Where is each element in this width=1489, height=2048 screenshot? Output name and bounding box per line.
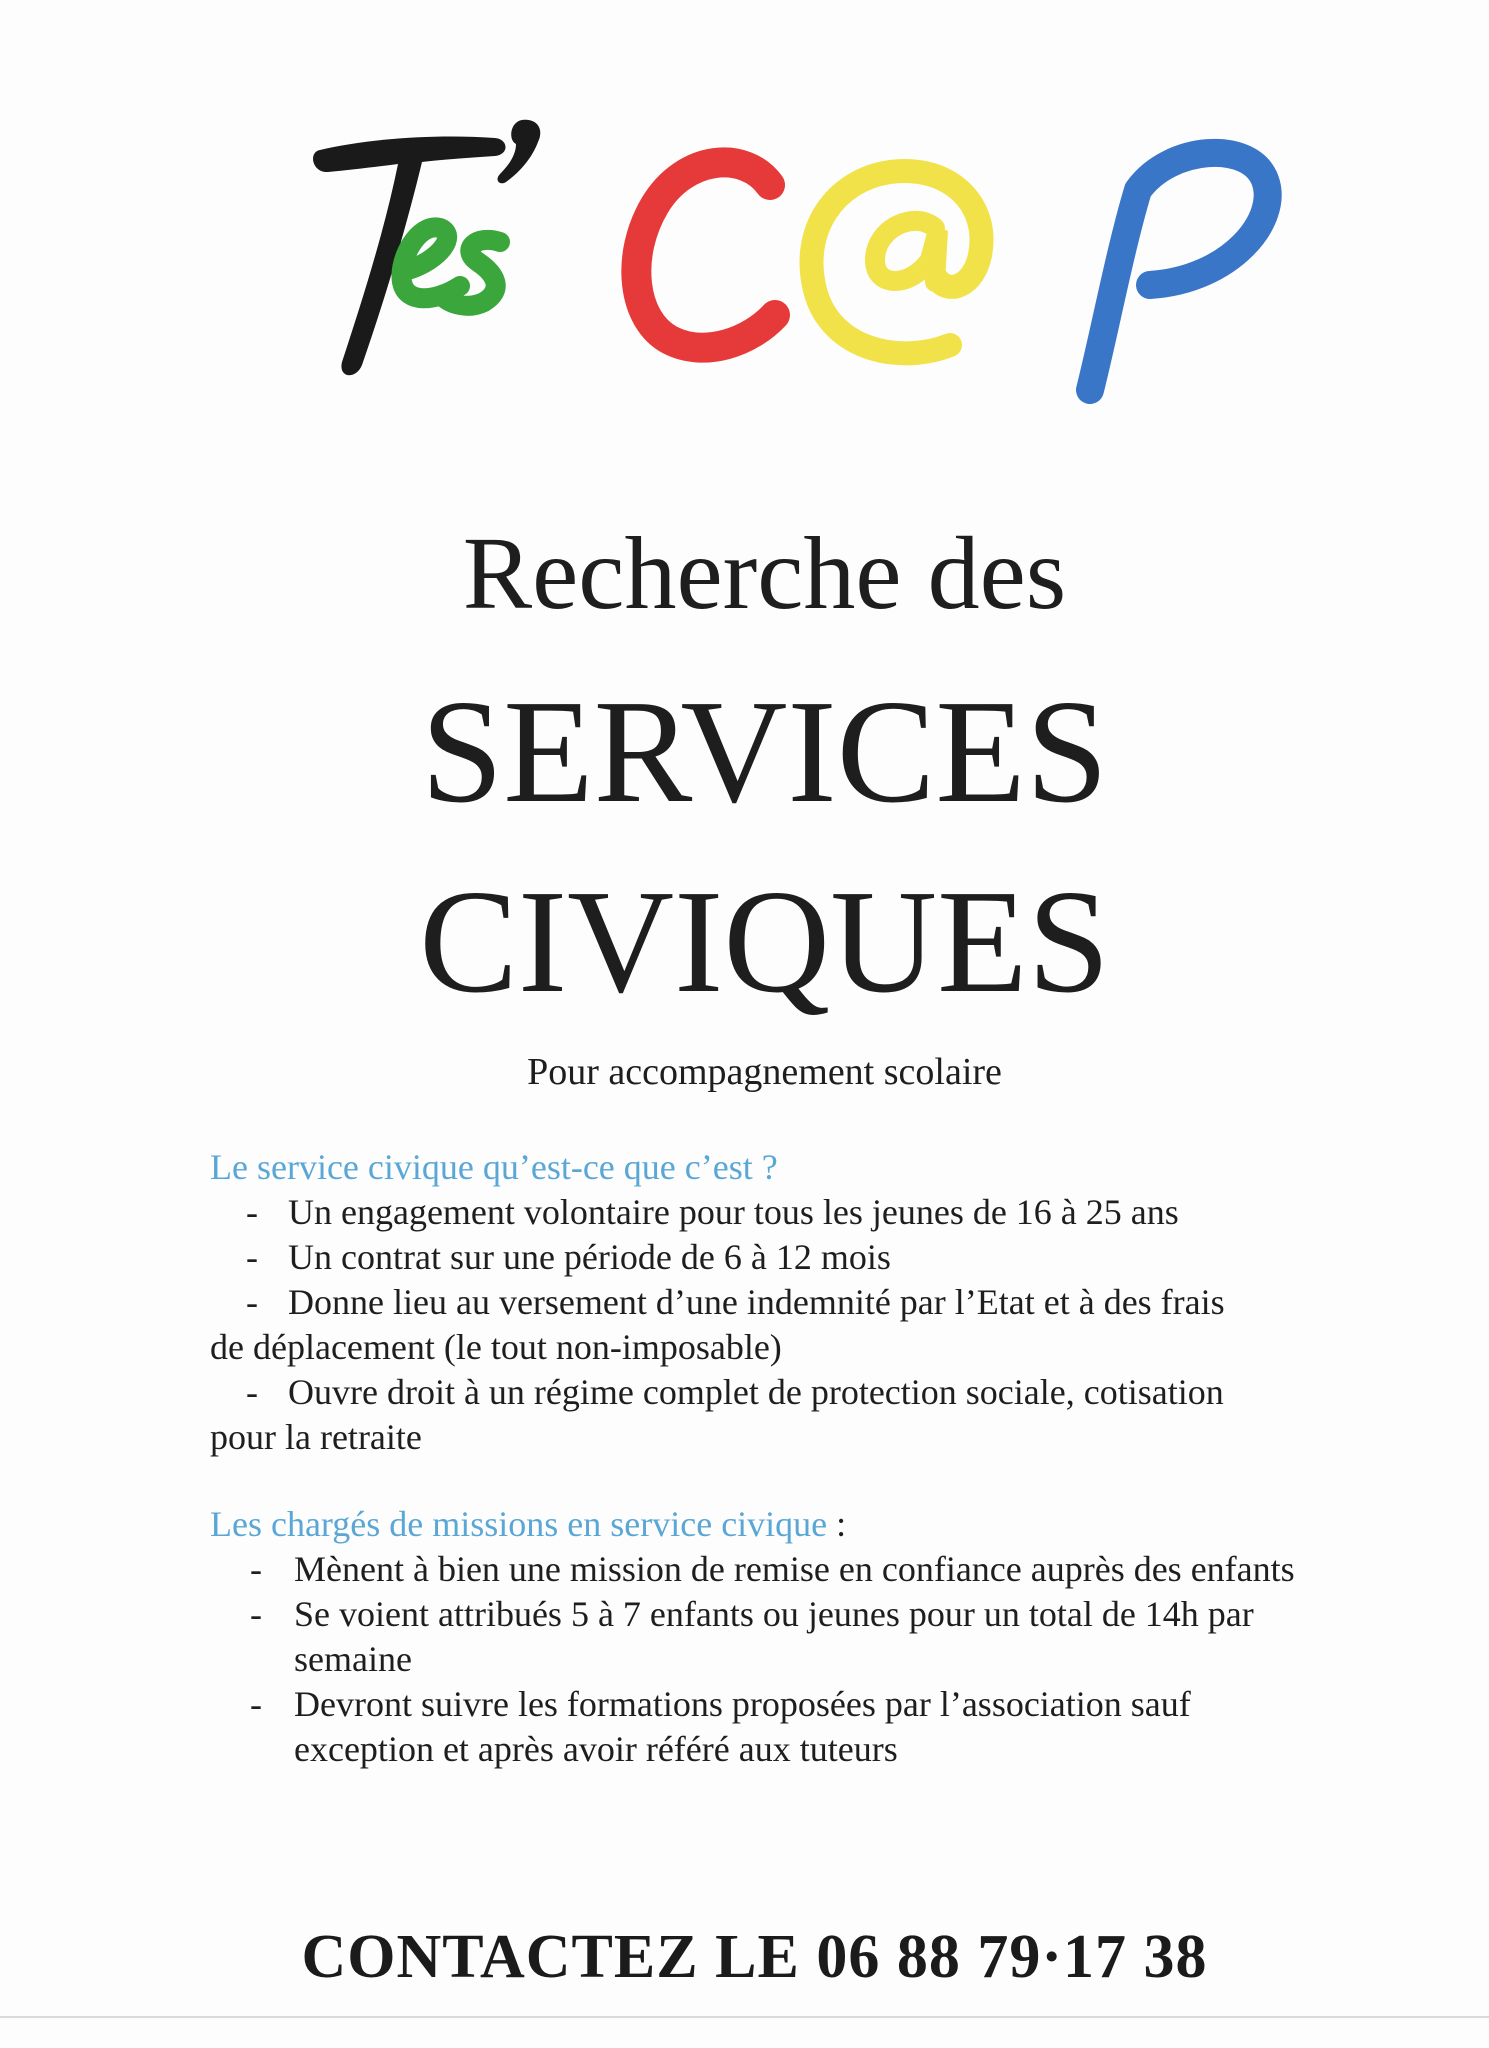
bullet-dash: - <box>246 1372 258 1412</box>
list-item-text: Devront suivre les formations proposées par l’association sauf exception et après avoir référé aux tuteurs <box>294 1684 1191 1769</box>
list-item-text: Ouvre droit à un régime complet de protection sociale, cotisation <box>288 1372 1224 1412</box>
section2-heading <box>210 1502 1320 1547</box>
bullet-dash: - <box>250 1549 262 1589</box>
section2-heading-text: Les chargés de missions en service civique <box>210 1504 828 1544</box>
list-item-text: Un engagement volontaire pour tous les jeunes de 16 à 25 ans <box>288 1192 1179 1232</box>
logo-at <box>812 171 982 353</box>
list-item-text: Un contrat sur une période de 6 à 12 mois <box>288 1237 891 1277</box>
section-charges-de-missions <box>210 1502 1320 1772</box>
list-item-continuation: pour la retraite <box>210 1417 422 1457</box>
list-item-text: Mènent à bien une mission de remise en confiance auprès des enfants <box>294 1549 1295 1589</box>
list-item <box>210 1592 1320 1682</box>
list-item-continuation: de déplacement (le tout non-imposable) <box>210 1327 782 1367</box>
section1-heading: Le service civique qu’est-ce que c’est ? <box>210 1147 778 1187</box>
bullet-dash: - <box>250 1594 262 1634</box>
list-item <box>210 1547 1320 1592</box>
list-item <box>210 1370 1320 1415</box>
bullet-dash: - <box>246 1237 258 1277</box>
tes-cap-logo <box>290 110 1340 410</box>
list-item <box>210 1682 1320 1772</box>
list-item <box>210 1235 1320 1280</box>
list-item <box>210 1190 1320 1235</box>
logo-p <box>1090 153 1268 390</box>
list-item <box>210 1280 1320 1325</box>
title-civiques: CIVIQUES <box>419 860 1110 1024</box>
title-recherche-des: Recherche des <box>462 516 1067 631</box>
subtitle: Pour accompagnement scolaire <box>527 1051 1002 1093</box>
list-item-text: Donne lieu au versement d’une indemnité par l’Etat et à des frais <box>288 1282 1225 1322</box>
bullet-dash: - <box>246 1282 258 1322</box>
section-service-civique <box>210 1145 1320 1460</box>
bullet-dash: - <box>250 1684 262 1724</box>
logo-es <box>401 227 500 305</box>
logo-c <box>636 162 775 347</box>
section2-heading-colon: : <box>827 1504 847 1544</box>
list-item-text: Se voient attribués 5 à 7 enfants ou jeunes pour un total de 14h par semaine <box>294 1594 1254 1679</box>
bottom-divider <box>0 2016 1489 2018</box>
title-services: SERVICES <box>420 670 1109 834</box>
bullet-dash: - <box>246 1192 258 1232</box>
contact-phone: CONTACTEZ LE 06 88 79·17 38 <box>301 1923 1208 1991</box>
